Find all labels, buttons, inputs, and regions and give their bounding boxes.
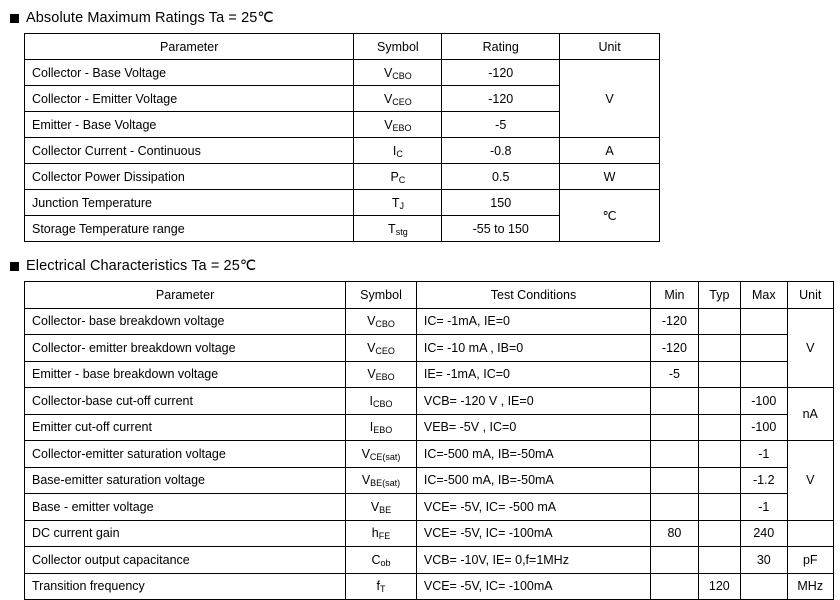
- cell-parameter: Collector - Emitter Voltage: [25, 86, 354, 112]
- symbol-main: T: [388, 221, 396, 236]
- cell-parameter: Storage Temperature range: [25, 216, 354, 242]
- cell-min: [651, 441, 698, 468]
- cell-max: -100: [741, 388, 787, 415]
- cell-unit: pF: [787, 547, 834, 574]
- cell-symbol: [354, 86, 442, 112]
- cell-symbol: [354, 216, 442, 242]
- symbol-main: V: [367, 340, 376, 355]
- cell-parameter: Collector - Base Voltage: [25, 60, 354, 86]
- cell-typ: [698, 335, 740, 362]
- bullet-square-icon: [10, 14, 19, 23]
- cell-symbol: [346, 494, 417, 521]
- cell-min: 80: [651, 520, 698, 547]
- cell-parameter: Junction Temperature: [25, 190, 354, 216]
- cell-rating: 150: [442, 190, 560, 216]
- column-header-symbol: Symbol: [354, 34, 442, 60]
- cell-parameter: Emitter cut-off current: [25, 414, 346, 441]
- cell-parameter: Emitter - Base Voltage: [25, 112, 354, 138]
- cell-rating: -120: [442, 86, 560, 112]
- table-header-row: [25, 282, 834, 309]
- symbol-main: V: [383, 65, 393, 80]
- cell-max: [741, 308, 787, 335]
- symbol-subscript: J: [399, 200, 404, 211]
- cell-test-conditions: VCE= -5V, IC= -500 mA: [416, 494, 650, 521]
- symbol-main: V: [367, 367, 376, 382]
- cell-parameter: Collector- emitter breakdown voltage: [25, 335, 346, 362]
- symbol-subscript: BE(sat): [370, 478, 401, 489]
- symbol-subscript: C: [398, 174, 406, 185]
- cell-typ: [698, 414, 740, 441]
- symbol-main: I: [369, 420, 374, 435]
- absolute-maximum-ratings-table: [24, 33, 660, 242]
- cell-test-conditions: IC= -10 mA , IB=0: [416, 335, 650, 362]
- cell-typ: [698, 547, 740, 574]
- symbol-subscript: BE: [379, 504, 392, 515]
- cell-typ: [698, 494, 740, 521]
- cell-min: [651, 547, 698, 574]
- table-header-row: [25, 34, 660, 60]
- column-header-max: Max: [741, 282, 787, 309]
- cell-rating: 0.5: [442, 164, 560, 190]
- symbol-subscript: EBO: [373, 425, 393, 436]
- table-row: [25, 138, 660, 164]
- absolute-maximum-ratings-heading: [10, 10, 840, 26]
- column-header-min: Min: [651, 282, 698, 309]
- cell-min: [651, 388, 698, 415]
- cell-test-conditions: VEB= -5V , IC=0: [416, 414, 650, 441]
- cell-parameter: Collector-emitter saturation voltage: [25, 441, 346, 468]
- cell-test-conditions: VCE= -5V, IC= -100mA: [416, 573, 650, 600]
- cell-rating: -5: [442, 112, 560, 138]
- symbol-subscript: FE: [378, 531, 391, 542]
- table-row: [25, 573, 834, 600]
- column-header-parameter: Parameter: [25, 34, 354, 60]
- cell-max: [741, 361, 787, 388]
- table-row: [25, 164, 660, 190]
- symbol-subscript: T: [380, 584, 386, 595]
- cell-typ: [698, 308, 740, 335]
- table-row: [25, 308, 834, 335]
- symbol-subscript: stg: [395, 226, 408, 237]
- symbol-subscript: CEO: [375, 345, 395, 356]
- cell-min: [651, 573, 698, 600]
- cell-test-conditions: VCB= -10V, IE= 0,f=1MHz: [416, 547, 650, 574]
- cell-test-conditions: IC=-500 mA, IB=-50mA: [416, 467, 650, 494]
- cell-max: 30: [741, 547, 787, 574]
- heading-text: Electrical Characteristics Ta = 25℃: [26, 258, 257, 274]
- cell-symbol: [346, 573, 417, 600]
- symbol-subscript: CBO: [392, 70, 412, 81]
- cell-symbol: [346, 414, 417, 441]
- column-header-parameter: Parameter: [25, 282, 346, 309]
- cell-typ: [698, 520, 740, 547]
- cell-test-conditions: VCB= -120 V , IE=0: [416, 388, 650, 415]
- cell-min: -5: [651, 361, 698, 388]
- cell-symbol: [346, 361, 417, 388]
- symbol-main: I: [392, 143, 397, 158]
- cell-max: 240: [741, 520, 787, 547]
- symbol-subscript: C: [396, 148, 403, 159]
- cell-symbol: [346, 388, 417, 415]
- cell-unit: V: [560, 60, 660, 138]
- cell-unit: MHz: [787, 573, 834, 600]
- symbol-main: V: [383, 91, 393, 106]
- cell-max: -1: [741, 494, 787, 521]
- cell-symbol: [346, 467, 417, 494]
- cell-unit: [787, 520, 834, 547]
- symbol-main: T: [391, 195, 400, 210]
- table-row: [25, 467, 834, 494]
- electrical-characteristics-table: [24, 281, 834, 600]
- bullet-square-icon: [10, 262, 19, 271]
- column-header-symbol: Symbol: [346, 282, 417, 309]
- table-row: [25, 520, 834, 547]
- symbol-main: I: [369, 393, 373, 408]
- cell-symbol: [346, 441, 417, 468]
- symbol-subscript: EBO: [392, 122, 412, 133]
- cell-test-conditions: IC=-500 mA, IB=-50mA: [416, 441, 650, 468]
- column-header-unit: Unit: [560, 34, 660, 60]
- cell-parameter: Collector output capacitance: [25, 547, 346, 574]
- cell-unit: V: [787, 441, 834, 521]
- cell-symbol: [354, 190, 442, 216]
- cell-parameter: Emitter - base breakdown voltage: [25, 361, 346, 388]
- symbol-main: P: [390, 169, 399, 184]
- symbol-main: V: [367, 314, 376, 329]
- cell-parameter: DC current gain: [25, 520, 346, 547]
- cell-symbol: [354, 138, 442, 164]
- cell-unit: W: [560, 164, 660, 190]
- cell-symbol: [346, 547, 417, 574]
- cell-max: -100: [741, 414, 787, 441]
- cell-max: -1: [741, 441, 787, 468]
- cell-min: [651, 414, 698, 441]
- column-header-rating: Rating: [442, 34, 560, 60]
- cell-symbol: [346, 520, 417, 547]
- cell-min: [651, 494, 698, 521]
- cell-unit: V: [787, 308, 834, 388]
- cell-typ: [698, 388, 740, 415]
- cell-parameter: Collector- base breakdown voltage: [25, 308, 346, 335]
- cell-min: -120: [651, 335, 698, 362]
- symbol-subscript: CEO: [392, 96, 412, 107]
- symbol-main: V: [361, 473, 371, 488]
- column-header-test-conditions: Test Conditions: [416, 282, 650, 309]
- table-row: [25, 547, 834, 574]
- symbol-main: f: [376, 579, 380, 594]
- cell-rating: -120: [442, 60, 560, 86]
- cell-symbol: [346, 308, 417, 335]
- cell-typ: 120: [698, 573, 740, 600]
- cell-parameter: Collector Power Dissipation: [25, 164, 354, 190]
- cell-parameter: Base - emitter voltage: [25, 494, 346, 521]
- cell-typ: [698, 361, 740, 388]
- cell-typ: [698, 441, 740, 468]
- cell-rating: -0.8: [442, 138, 560, 164]
- cell-parameter: Transition frequency: [25, 573, 346, 600]
- symbol-subscript: CE(sat): [369, 451, 401, 462]
- electrical-characteristics-heading: [10, 258, 840, 274]
- cell-max: -1.2: [741, 467, 787, 494]
- cell-symbol: [354, 112, 442, 138]
- cell-min: [651, 467, 698, 494]
- cell-test-conditions: IE= -1mA, IC=0: [416, 361, 650, 388]
- heading-text: Absolute Maximum Ratings Ta = 25℃: [26, 10, 274, 26]
- symbol-main: V: [361, 446, 370, 461]
- symbol-subscript: EBO: [375, 372, 395, 383]
- symbol-subscript: ob: [380, 557, 391, 568]
- table-row: [25, 441, 834, 468]
- symbol-subscript: CBO: [375, 319, 395, 330]
- symbol-main: V: [384, 117, 393, 132]
- cell-parameter: Collector Current - Continuous: [25, 138, 354, 164]
- table-row: [25, 414, 834, 441]
- symbol-main: C: [371, 552, 381, 567]
- cell-rating: -55 to 150: [442, 216, 560, 242]
- cell-unit: ℃: [560, 190, 660, 242]
- cell-unit: nA: [787, 388, 834, 441]
- cell-symbol: [354, 164, 442, 190]
- table-row: [25, 361, 834, 388]
- cell-symbol: [354, 60, 442, 86]
- cell-test-conditions: IC= -1mA, IE=0: [416, 308, 650, 335]
- column-header-unit: Unit: [787, 282, 834, 309]
- table-row: [25, 60, 660, 86]
- cell-max: [741, 573, 787, 600]
- cell-typ: [698, 467, 740, 494]
- cell-test-conditions: VCE= -5V, IC= -100mA: [416, 520, 650, 547]
- table-row: [25, 335, 834, 362]
- cell-parameter: Collector-base cut-off current: [25, 388, 346, 415]
- cell-min: -120: [651, 308, 698, 335]
- cell-symbol: [346, 335, 417, 362]
- cell-unit: A: [560, 138, 660, 164]
- table-row: [25, 388, 834, 415]
- cell-parameter: Base-emitter saturation voltage: [25, 467, 346, 494]
- symbol-subscript: CBO: [373, 398, 393, 409]
- symbol-main: h: [371, 526, 379, 541]
- table-row: [25, 190, 660, 216]
- cell-max: [741, 335, 787, 362]
- column-header-typ: Typ: [698, 282, 740, 309]
- symbol-main: V: [370, 499, 380, 514]
- table-row: [25, 494, 834, 521]
